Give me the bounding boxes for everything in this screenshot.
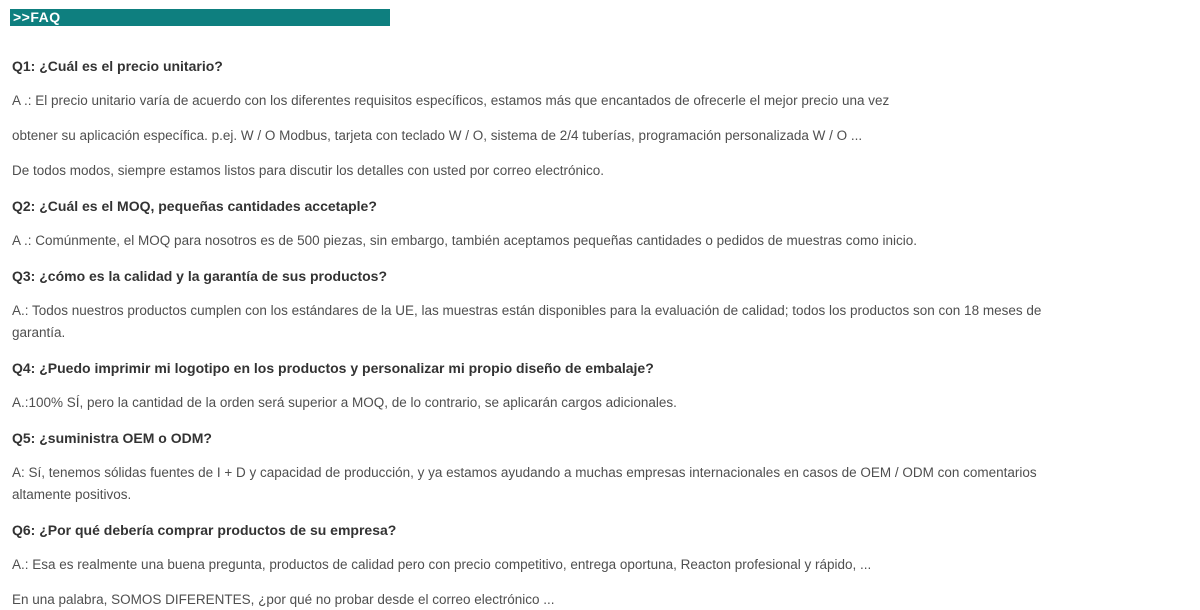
faq-question: Q1: ¿Cuál es el precio unitario? [12,58,223,74]
faq-answer: A .: Comúnmente, el MOQ para nosotros es de 500 piezas, sin embargo, también aceptamos pequeñas cantidades o pedidos de muestras como inicio. [12,233,918,248]
faq-answer: De todos modos, siempre estamos listos para discutir los detalles con usted por correo electrónico. [12,163,605,178]
faq-answer: obtener su aplicación específica. p.ej. W / O Modbus, tarjeta con teclado W / O, sistema de 2/4 tuberías, programación personalizada W / O ... [12,128,863,143]
faq-answer: A.:100% SÍ, pero la cantidad de la orden será superior a MOQ, de lo contrario, se aplicarán cargos adicionales. [12,395,677,410]
faq-answer: En una palabra, SOMOS DIFERENTES, ¿por qué no probar desde el correo electrónico ... [12,592,555,607]
faq-answer: A.: Todos nuestros productos cumplen con los estándares de la UE, las muestras están disponibles para la evaluación de calidad; todos los productos son con 18 meses de garantía. [12,303,1042,340]
faq-section-title: >>FAQ [13,9,61,25]
faq-answer: A: Sí, tenemos sólidas fuentes de I + D y capacidad de producción, y ya estamos ayudando a muchas empresas internacionales en casos de OEM / ODM con comentarios altamente positivos. [12,465,1037,502]
faq-question: Q3: ¿cómo es la calidad y la garantía de sus productos? [12,268,387,284]
faq-question: Q4: ¿Puedo imprimir mi logotipo en los productos y personalizar mi propio diseño de embalaje? [12,360,654,376]
faq-section-header [10,9,390,26]
faq-question: Q5: ¿suministra OEM o ODM? [12,430,212,446]
faq-list [12,55,1052,610]
faq-question: Q6: ¿Por qué debería comprar productos de su empresa? [12,522,397,538]
faq-answer: A.: Esa es realmente una buena pregunta, productos de calidad pero con precio competitivo, entrega oportuna, Reacton profesional y rápido, ... [12,557,872,572]
faq-question: Q2: ¿Cuál es el MOQ, pequeñas cantidades accetaple? [12,198,377,214]
faq-answer: A .: El precio unitario varía de acuerdo con los diferentes requisitos específicos, estamos más que encantados de ofrecerle el mejor precio una vez [12,93,890,108]
